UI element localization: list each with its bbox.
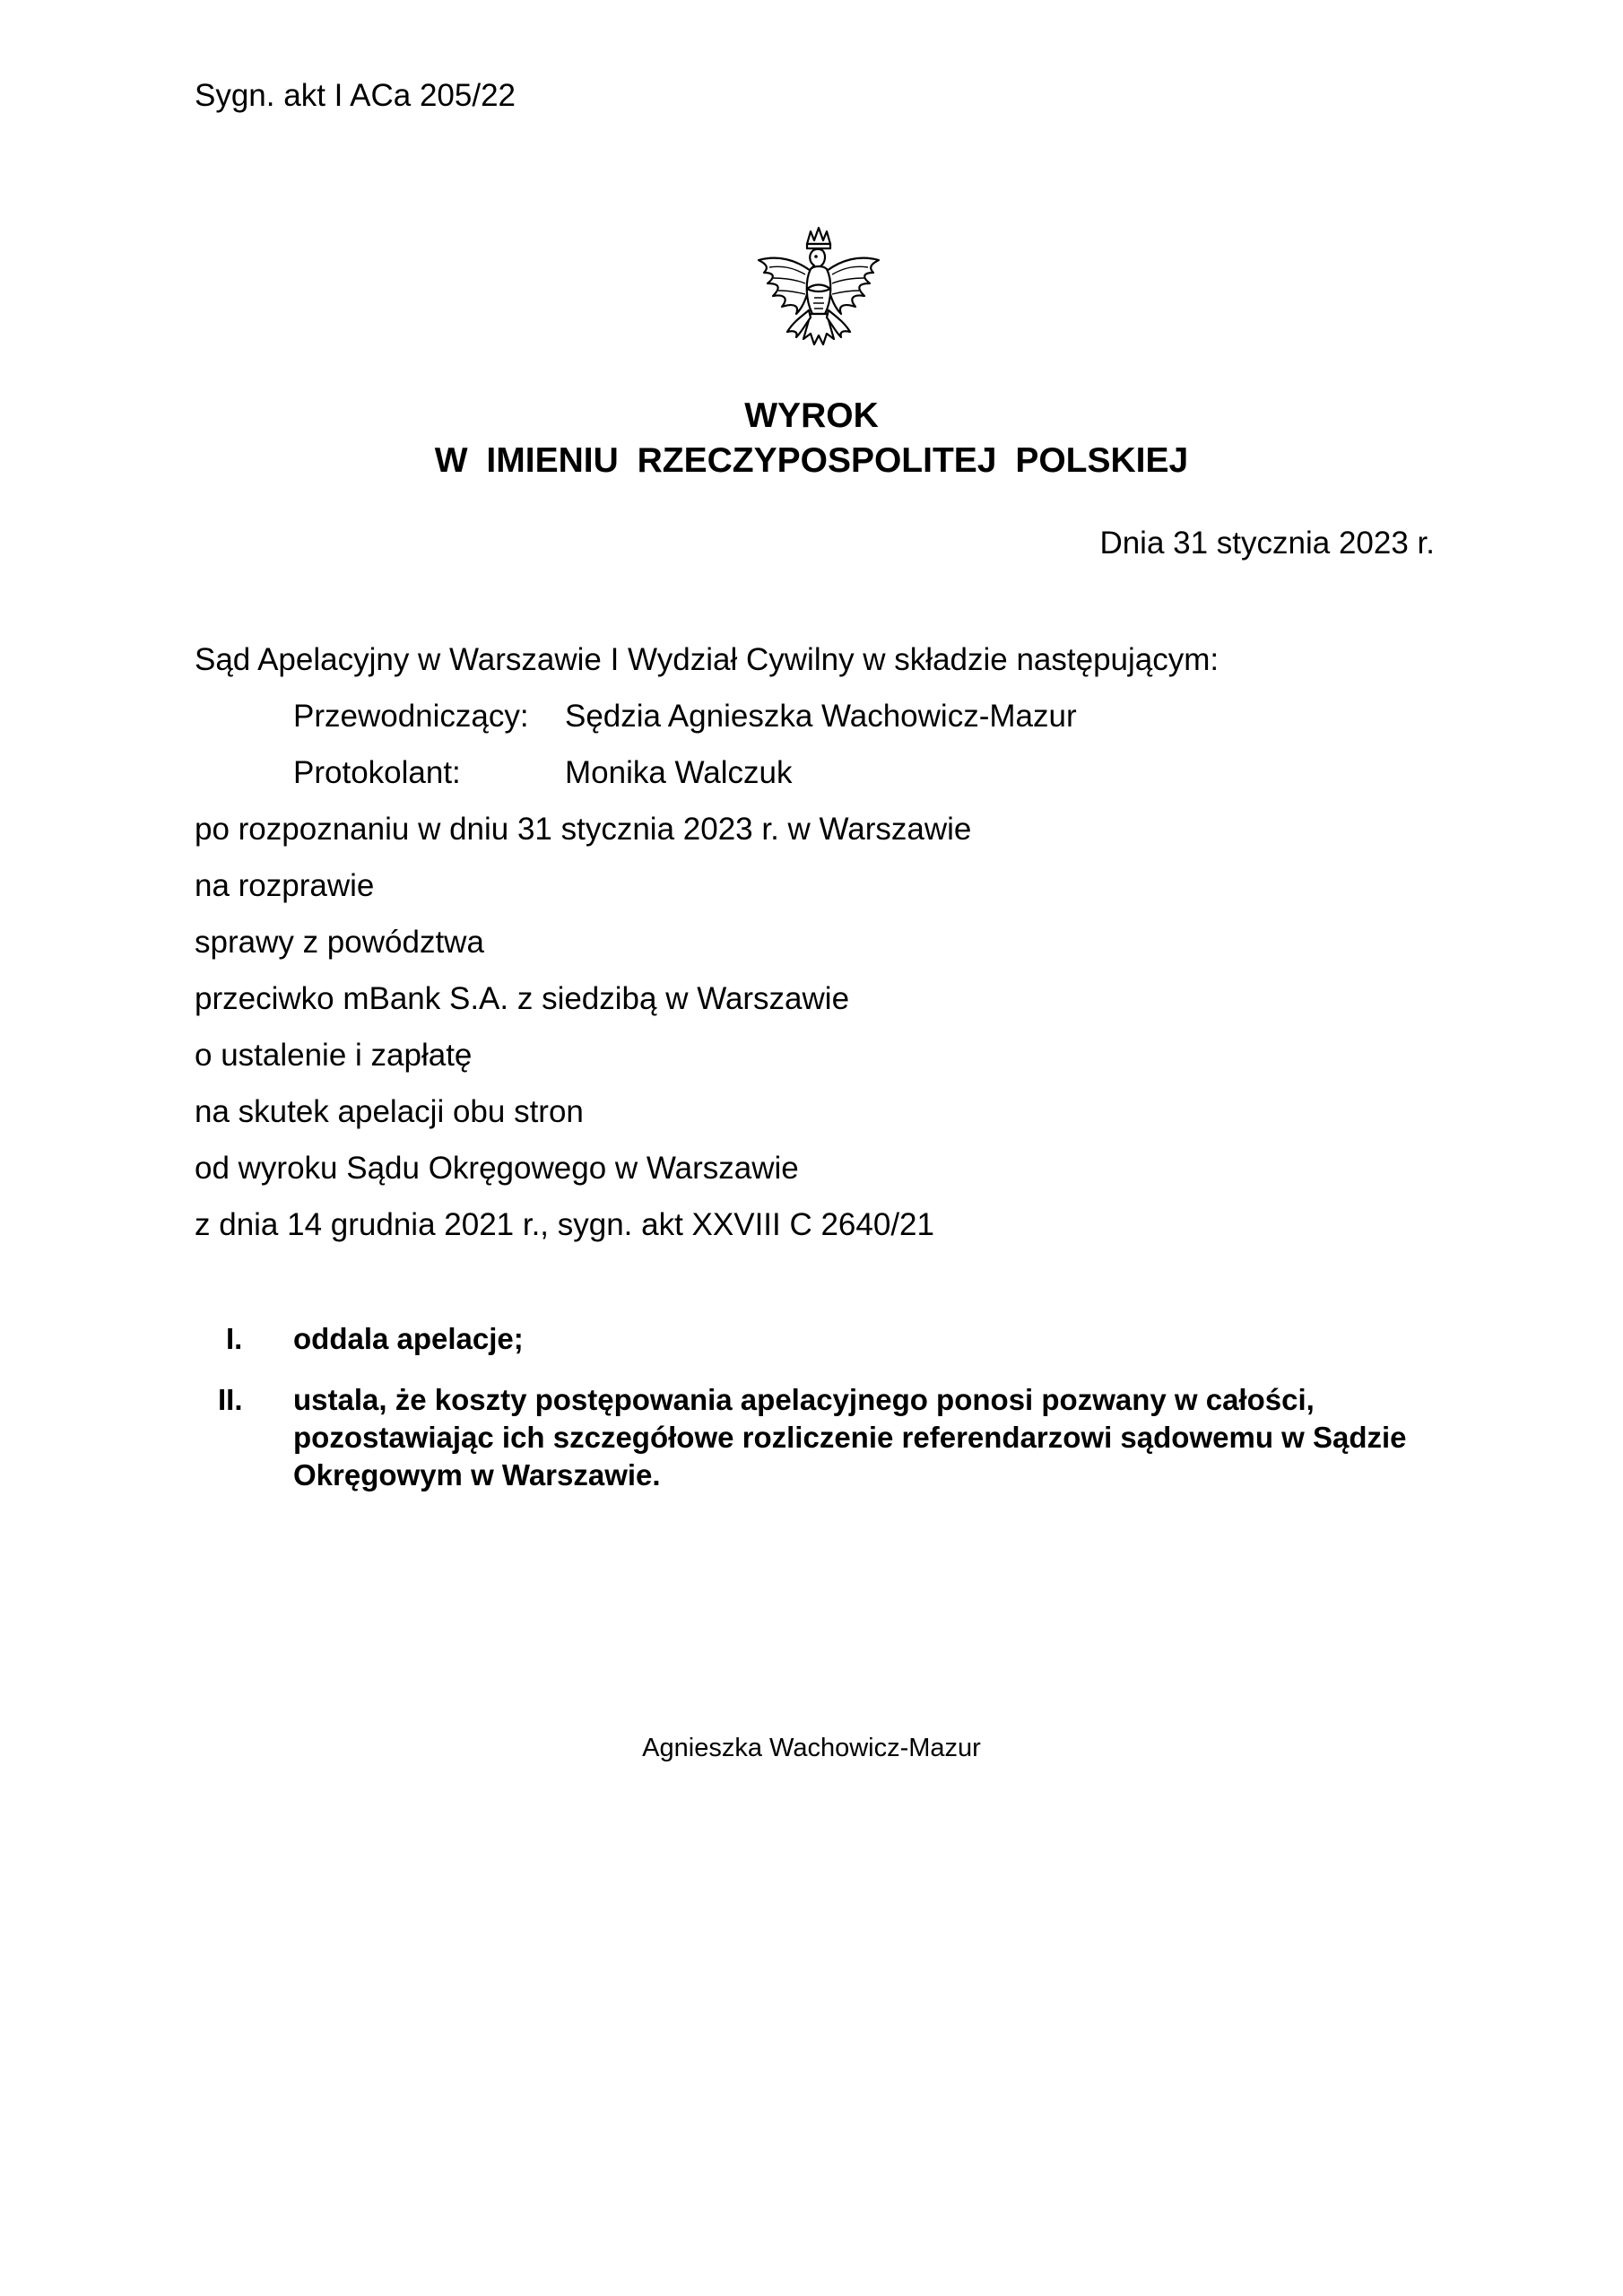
case-line: na skutek apelacji obu stron [195,1094,584,1129]
clerk-value: Monika Walczuk [565,755,793,790]
polish-eagle-emblem-icon [751,224,886,359]
case-line: przeciwko mBank S.A. z siedzibą w Warszawie [195,981,850,1016]
chair-value: Sędzia Agnieszka Wachowicz-Mazur [565,699,1077,734]
case-line: o ustalenie i zapłatę [195,1038,473,1073]
case-line: sprawy z powództwa [195,925,484,960]
court-composition-line: Sąd Apelacyjny w Warszawie I Wydział Cywilny w składzie następującym: [195,642,1219,677]
ruling-text: oddala apelacje; [293,1322,524,1355]
judge-signature: Agnieszka Wachowicz-Mazur [642,1734,981,1762]
judgment-subtitle: W IMIENIU RZECZYPOSPOLITEJ POLSKIEJ [434,441,1189,480]
chair-label: Przewodniczący: [293,699,529,734]
case-line: po rozpoznaniu w dniu 31 stycznia 2023 r. w Warszawie [195,812,972,847]
case-reference: Sygn. akt I ACa 205/22 [195,78,516,113]
case-line: od wyroku Sądu Okręgowego w Warszawie [195,1151,799,1186]
ruling-number: II. [218,1383,243,1416]
case-line: z dnia 14 grudnia 2021 r., sygn. akt XXVIII C 2640/21 [195,1207,934,1242]
clerk-label: Protokolant: [293,755,461,790]
ruling-number: I. [226,1322,243,1355]
judgment-date: Dnia 31 stycznia 2023 r. [1099,526,1435,561]
case-line: na rozprawie [195,868,375,903]
judgment-title: WYROK [744,396,879,435]
ruling-text: ustala, że koszty postępowania apelacyjnego ponosi pozwany w całości, pozostawiając ich szczegółowe rozliczenie referendarzowi sądowemu w Sądzie Okręgowym w Warszawie. [293,1383,1407,1492]
